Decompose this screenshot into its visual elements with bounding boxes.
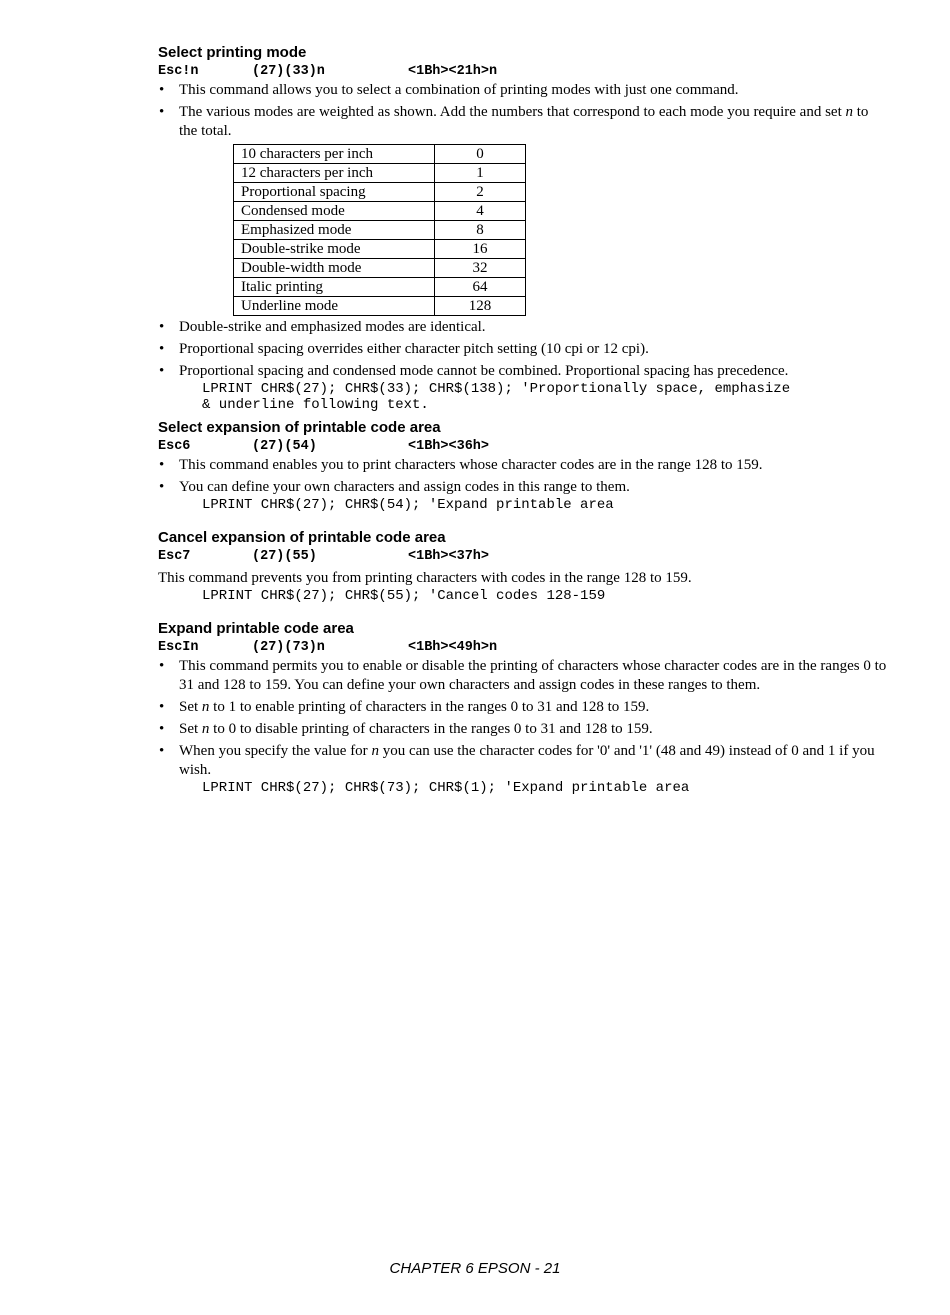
bullet-item: • Double-strike and emphasized modes are identical. bbox=[158, 318, 888, 337]
bullet-list bbox=[158, 657, 888, 780]
mode-weight: 8 bbox=[435, 221, 526, 240]
bullet-item: • This command allows you to select a combination of printing modes with just one command. bbox=[158, 81, 888, 100]
code-example-continued: & underline following text. bbox=[202, 397, 429, 413]
command-escape: Esc!n bbox=[158, 64, 199, 79]
command-hex: <1Bh><49h>n bbox=[408, 640, 498, 655]
section-title-expand-printable: Expand printable code area bbox=[158, 620, 354, 637]
command-escape: EscIn bbox=[158, 640, 199, 655]
mode-weight: 4 bbox=[435, 202, 526, 221]
table-row bbox=[234, 278, 526, 297]
bullet-item: • Set n to 0 to disable printing of characters in the ranges 0 to 31 and 128 to 159. bbox=[158, 720, 888, 739]
table-row bbox=[234, 202, 526, 221]
mode-label: Proportional spacing bbox=[234, 183, 435, 202]
code-example: LPRINT CHR$(27); CHR$(55); 'Cancel codes 128-159 bbox=[202, 588, 606, 604]
mode-label: Double-strike mode bbox=[234, 240, 435, 259]
bullet-item: • You can define your own characters and assign codes in this range to them. bbox=[158, 478, 888, 497]
bullet-item: • When you specify the value for n you can use the character codes for '0' and '1' (48 and 49) instead of 0 and 1 if you wish. bbox=[158, 742, 888, 780]
table-row bbox=[234, 145, 526, 164]
mode-label: Double-width mode bbox=[234, 259, 435, 278]
table-row bbox=[234, 221, 526, 240]
command-signature bbox=[158, 547, 888, 566]
code-example: LPRINT CHR$(27); CHR$(73); CHR$(1); 'Expand printable area bbox=[202, 780, 690, 796]
mode-label: 10 characters per inch bbox=[234, 145, 435, 164]
command-hex: <1Bh><37h> bbox=[408, 549, 490, 564]
command-signature bbox=[158, 62, 888, 81]
command-signature bbox=[158, 638, 888, 657]
mode-weight: 2 bbox=[435, 183, 526, 202]
mode-weight: 16 bbox=[435, 240, 526, 259]
bullet-list bbox=[158, 318, 888, 381]
mode-weight: 1 bbox=[435, 164, 526, 183]
bullet-item: • Set n to 1 to enable printing of characters in the ranges 0 to 31 and 128 to 159. bbox=[158, 698, 888, 717]
bullet-item: • The various modes are weighted as shown. Add the numbers that correspond to each mode you require and set n to the total. bbox=[158, 103, 888, 141]
bullet-list bbox=[158, 81, 888, 141]
command-decimal: (27)(33)n bbox=[252, 64, 325, 79]
modes-table bbox=[233, 144, 526, 316]
description-paragraph: This command prevents you from printing characters with codes in the range 128 to 159. bbox=[158, 570, 692, 586]
table-row bbox=[234, 240, 526, 259]
mode-label: 12 characters per inch bbox=[234, 164, 435, 183]
mode-label: Underline mode bbox=[234, 297, 435, 316]
document-page bbox=[158, 44, 888, 796]
command-hex: <1Bh><21h>n bbox=[408, 64, 498, 79]
command-decimal: (27)(73)n bbox=[252, 640, 325, 655]
mode-weight: 32 bbox=[435, 259, 526, 278]
mode-weight: 64 bbox=[435, 278, 526, 297]
table-row bbox=[234, 164, 526, 183]
code-example: LPRINT CHR$(27); CHR$(54); 'Expand printable area bbox=[202, 497, 614, 513]
section-title-cancel-expansion: Cancel expansion of printable code area bbox=[158, 529, 446, 546]
command-escape: Esc6 bbox=[158, 439, 191, 454]
mode-label: Emphasized mode bbox=[234, 221, 435, 240]
command-hex: <1Bh><36h> bbox=[408, 439, 490, 454]
page-footer: CHAPTER 6 EPSON - 21 bbox=[389, 1260, 561, 1277]
table-row bbox=[234, 297, 526, 316]
command-escape: Esc7 bbox=[158, 549, 191, 564]
section-title-select-printing-mode: Select printing mode bbox=[158, 44, 307, 61]
bullet-item: • Proportional spacing overrides either character pitch setting (10 cpi or 12 cpi). bbox=[158, 340, 888, 359]
bullet-item: • This command enables you to print characters whose character codes are in the range 128 to 159. bbox=[158, 456, 888, 475]
table-row bbox=[234, 259, 526, 278]
bullet-item: • Proportional spacing and condensed mode cannot be combined. Proportional spacing has precedence. bbox=[158, 362, 888, 381]
mode-label: Italic printing bbox=[234, 278, 435, 297]
table-row bbox=[234, 183, 526, 202]
mode-weight: 0 bbox=[435, 145, 526, 164]
command-signature bbox=[158, 437, 888, 456]
mode-weight: 128 bbox=[435, 297, 526, 316]
bullet-item: • This command permits you to enable or disable the printing of characters whose character codes are in the ranges 0 to 31 and 128 to 159. You can define your own characters and assign codes in these ranges to them. bbox=[158, 657, 888, 695]
section-title-select-expansion: Select expansion of printable code area bbox=[158, 419, 441, 436]
code-example: LPRINT CHR$(27); CHR$(33); CHR$(138); 'Proportionally space, emphasize bbox=[202, 381, 791, 397]
mode-label: Condensed mode bbox=[234, 202, 435, 221]
command-decimal: (27)(54) bbox=[252, 439, 317, 454]
command-decimal: (27)(55) bbox=[252, 549, 317, 564]
bullet-list bbox=[158, 456, 888, 497]
